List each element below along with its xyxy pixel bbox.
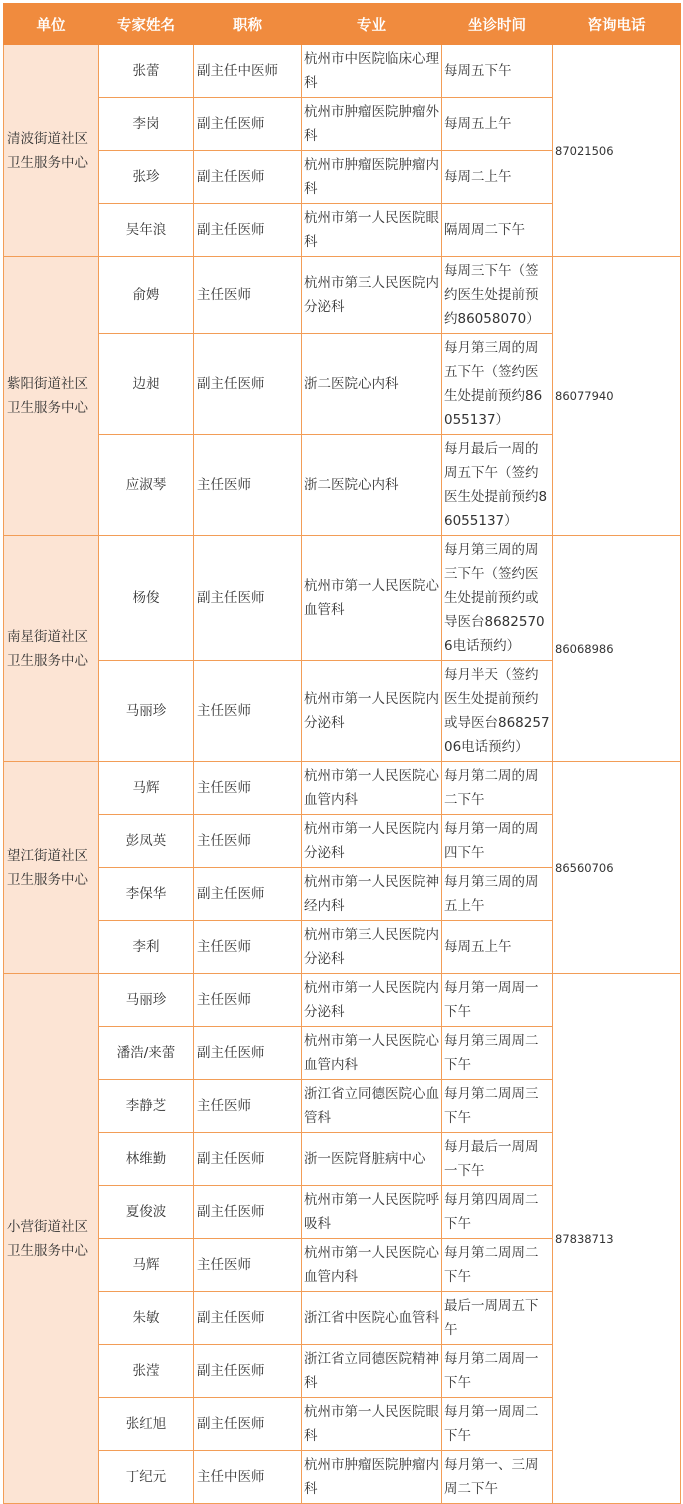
expert-name: 马辉 <box>99 1239 194 1292</box>
expert-title: 主任医师 <box>194 1080 302 1133</box>
expert-title: 副主任医师 <box>194 151 302 204</box>
expert-schedule: 每月第一周周一下午 <box>442 974 553 1027</box>
expert-schedule: 每月第二周周二下午 <box>442 1239 553 1292</box>
expert-title: 副主任医师 <box>194 1186 302 1239</box>
expert-specialty: 杭州市第一人民医院心血管内科 <box>302 1027 442 1080</box>
unit-cell: 清波街道社区卫生服务中心 <box>4 45 99 257</box>
table-row <box>4 974 681 1027</box>
expert-specialty: 杭州市第一人民医院内分泌科 <box>302 974 442 1027</box>
expert-name: 张滢 <box>99 1345 194 1398</box>
expert-schedule: 每月第三周的周五下午（签约医生处提前预约86055137） <box>442 334 553 435</box>
expert-name: 李保华 <box>99 868 194 921</box>
expert-specialty: 杭州市第一人民医院眼科 <box>302 204 442 257</box>
expert-schedule: 每月第二周周一下午 <box>442 1345 553 1398</box>
expert-specialty: 杭州市第一人民医院心血管内科 <box>302 762 442 815</box>
expert-schedule: 最后一周周五下午 <box>442 1292 553 1345</box>
table-row <box>4 762 681 815</box>
expert-name: 朱敏 <box>99 1292 194 1345</box>
expert-name: 李岗 <box>99 98 194 151</box>
header-unit: 单位 <box>4 4 99 45</box>
expert-title: 主任医师 <box>194 257 302 334</box>
expert-specialty: 杭州市第一人民医院呼吸科 <box>302 1186 442 1239</box>
expert-title: 主任医师 <box>194 1239 302 1292</box>
expert-schedule: 每周五下午 <box>442 45 553 98</box>
expert-name: 彭凤英 <box>99 815 194 868</box>
expert-schedule: 每月第三周周二下午 <box>442 1027 553 1080</box>
expert-schedule: 每周五上午 <box>442 921 553 974</box>
expert-schedule: 每月第三周的周三下午（签约医生处提前预约或导医台86825706电话预约） <box>442 536 553 661</box>
expert-schedule: 每月第一周的周四下午 <box>442 815 553 868</box>
expert-name: 马辉 <box>99 762 194 815</box>
expert-title: 副主任医师 <box>194 1027 302 1080</box>
expert-title: 副主任中医师 <box>194 45 302 98</box>
expert-title: 副主任医师 <box>194 334 302 435</box>
expert-name: 李利 <box>99 921 194 974</box>
expert-schedule: 每月第三周的周五上午 <box>442 868 553 921</box>
expert-schedule: 隔周周二下午 <box>442 204 553 257</box>
unit-cell: 紫阳街道社区卫生服务中心 <box>4 257 99 536</box>
expert-specialty: 杭州市第一人民医院内分泌科 <box>302 815 442 868</box>
expert-title: 副主任医师 <box>194 1133 302 1186</box>
expert-name: 俞娉 <box>99 257 194 334</box>
expert-title: 副主任医师 <box>194 204 302 257</box>
expert-name: 马丽珍 <box>99 974 194 1027</box>
unit-cell: 望江街道社区卫生服务中心 <box>4 762 99 974</box>
expert-specialty: 浙江省立同德医院心血管科 <box>302 1080 442 1133</box>
expert-specialty: 杭州市第三人民医院内分泌科 <box>302 257 442 334</box>
header-row <box>4 4 681 45</box>
expert-schedule: 每周五上午 <box>442 98 553 151</box>
expert-specialty: 杭州市第一人民医院内分泌科 <box>302 661 442 762</box>
expert-name: 夏俊波 <box>99 1186 194 1239</box>
expert-name: 马丽珍 <box>99 661 194 762</box>
header-specialty: 专业 <box>302 4 442 45</box>
expert-specialty: 杭州市肿瘤医院肿瘤内科 <box>302 151 442 204</box>
expert-title: 主任医师 <box>194 661 302 762</box>
expert-schedule: 每月最后一周周一下午 <box>442 1133 553 1186</box>
unit-cell: 南星街道社区卫生服务中心 <box>4 536 99 762</box>
expert-name: 张红旭 <box>99 1398 194 1451</box>
expert-title: 副主任医师 <box>194 1292 302 1345</box>
expert-name: 李静芝 <box>99 1080 194 1133</box>
expert-specialty: 杭州市肿瘤医院肿瘤内科 <box>302 1451 442 1504</box>
header-title: 职称 <box>194 4 302 45</box>
expert-title: 副主任医师 <box>194 536 302 661</box>
expert-title: 副主任医师 <box>194 98 302 151</box>
expert-specialty: 浙二医院心内科 <box>302 334 442 435</box>
expert-title: 主任中医师 <box>194 1451 302 1504</box>
expert-specialty: 浙二医院心内科 <box>302 435 442 536</box>
expert-title: 主任医师 <box>194 815 302 868</box>
unit-cell: 小营街道社区卫生服务中心 <box>4 974 99 1504</box>
expert-specialty: 杭州市第一人民医院神经内科 <box>302 868 442 921</box>
header-expert: 专家姓名 <box>99 4 194 45</box>
expert-name: 张珍 <box>99 151 194 204</box>
expert-name: 林维勤 <box>99 1133 194 1186</box>
expert-title: 主任医师 <box>194 762 302 815</box>
expert-schedule: 每月半天（签约医生处提前预约或导医台86825706电话预约） <box>442 661 553 762</box>
phone-cell: 87021506 <box>553 45 681 257</box>
expert-name: 张蕾 <box>99 45 194 98</box>
expert-schedule: 每月第二周周三下午 <box>442 1080 553 1133</box>
expert-title: 主任医师 <box>194 974 302 1027</box>
expert-name: 应淑琴 <box>99 435 194 536</box>
phone-cell: 86560706 <box>553 762 681 974</box>
phone-cell: 87838713 <box>553 974 681 1504</box>
expert-schedule-table <box>3 3 681 1504</box>
expert-schedule: 每周三下午（签约医生处提前预约86058070） <box>442 257 553 334</box>
expert-title: 主任医师 <box>194 435 302 536</box>
expert-specialty: 杭州市肿瘤医院肿瘤外科 <box>302 98 442 151</box>
expert-specialty: 杭州市第一人民医院眼科 <box>302 1398 442 1451</box>
expert-specialty: 浙江省立同德医院精神科 <box>302 1345 442 1398</box>
table-row <box>4 45 681 98</box>
expert-title: 副主任医师 <box>194 1345 302 1398</box>
expert-name: 丁纪元 <box>99 1451 194 1504</box>
expert-specialty: 杭州市第一人民医院心血管内科 <box>302 1239 442 1292</box>
expert-specialty: 杭州市第一人民医院心血管科 <box>302 536 442 661</box>
expert-schedule: 每周二上午 <box>442 151 553 204</box>
expert-title: 主任医师 <box>194 921 302 974</box>
expert-title: 副主任医师 <box>194 868 302 921</box>
table-row <box>4 536 681 661</box>
phone-cell: 86068986 <box>553 536 681 762</box>
phone-cell: 86077940 <box>553 257 681 536</box>
header-schedule: 坐诊时间 <box>442 4 553 45</box>
header-phone: 咨询电话 <box>553 4 681 45</box>
expert-name: 杨俊 <box>99 536 194 661</box>
expert-name: 吴年浪 <box>99 204 194 257</box>
expert-specialty: 浙一医院肾脏病中心 <box>302 1133 442 1186</box>
expert-schedule: 每月第一、三周周二下午 <box>442 1451 553 1504</box>
expert-name: 边昶 <box>99 334 194 435</box>
expert-specialty: 杭州市中医院临床心理科 <box>302 45 442 98</box>
expert-name: 潘浩/来蕾 <box>99 1027 194 1080</box>
expert-schedule: 每月最后一周的周五下午（签约医生处提前预约86055137） <box>442 435 553 536</box>
expert-title: 副主任医师 <box>194 1398 302 1451</box>
expert-specialty: 浙江省中医院心血管科 <box>302 1292 442 1345</box>
expert-schedule: 每月第一周周二下午 <box>442 1398 553 1451</box>
expert-specialty: 杭州市第三人民医院内分泌科 <box>302 921 442 974</box>
expert-schedule: 每月第二周的周二下午 <box>442 762 553 815</box>
expert-schedule: 每月第四周周二下午 <box>442 1186 553 1239</box>
table-row <box>4 257 681 334</box>
